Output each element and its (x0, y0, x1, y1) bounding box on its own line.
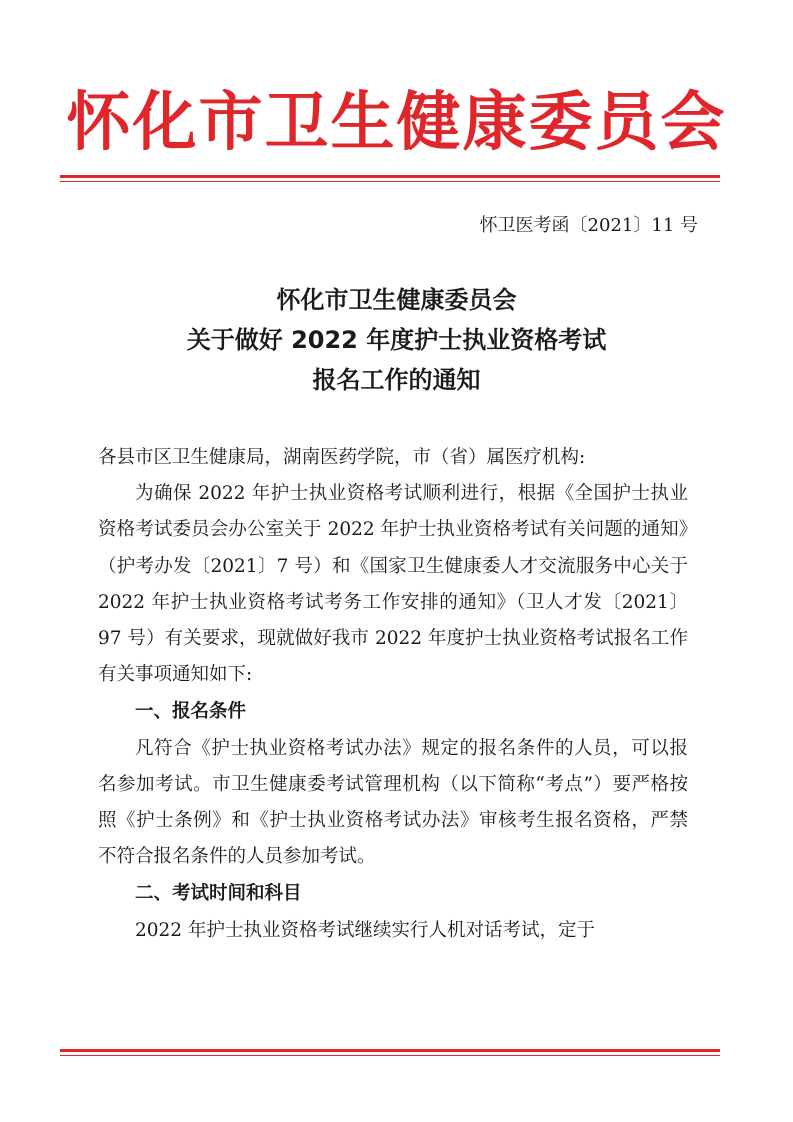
notice-title-line1: 怀化市卫生健康委员会 (276, 286, 517, 314)
section-heading-exam-time: 二、考试时间和科目 (135, 883, 302, 905)
org-masthead: 怀化市卫生健康委员会 (66, 86, 727, 160)
eligibility-paragraph: 凡符合《护士执业资格考试办法》规定的报名条件的人员，可以报名参加考试。市卫生健康委考试管理机构（以下简称“考点”）要严格按照《护士条例》和《护士执业资格考试办法》审核考生报名资格，严禁不符合报名条件的人员参加考试。 (98, 737, 688, 868)
section-heading-eligibility: 一、报名条件 (135, 701, 247, 723)
header-rule-thick (60, 175, 720, 178)
footer-rule-thin (60, 1055, 720, 1056)
notice-title-line3: 报名工作的通知 (312, 366, 481, 394)
notice-title-line2: 关于做好 2022 年度护士执业资格考试 (186, 326, 607, 354)
footer-rule-thick (60, 1049, 720, 1052)
intro-paragraph: 为确保 2022 年护士执业资格考试顺利进行，根据《全国护士执业资格考试委员会办公室关于 2022 年护士执业资格考试有关问题的通知》（护考办发〔2021〕7 号）和《国家卫生健康委人才交流服务中心关于 2022 年护士执业资格考试考务工作安排的通知》（卫人才发〔2021〕97 号）有关要求，现就做好我市 2022 年度护士执业资格考试报名工作有关事项通知如下: (98, 483, 688, 686)
document-number: 怀卫医考函〔2021〕11 号 (479, 215, 698, 236)
header-rule-thin (60, 181, 720, 182)
notice-body (98, 440, 688, 949)
exam-time-paragraph: 2022 年护士执业资格考试继续实行人机对话考试，定于 (135, 919, 595, 941)
salutation: 各县市区卫生健康局，湖南医药学院，市（省）属医疗机构: (98, 447, 586, 468)
